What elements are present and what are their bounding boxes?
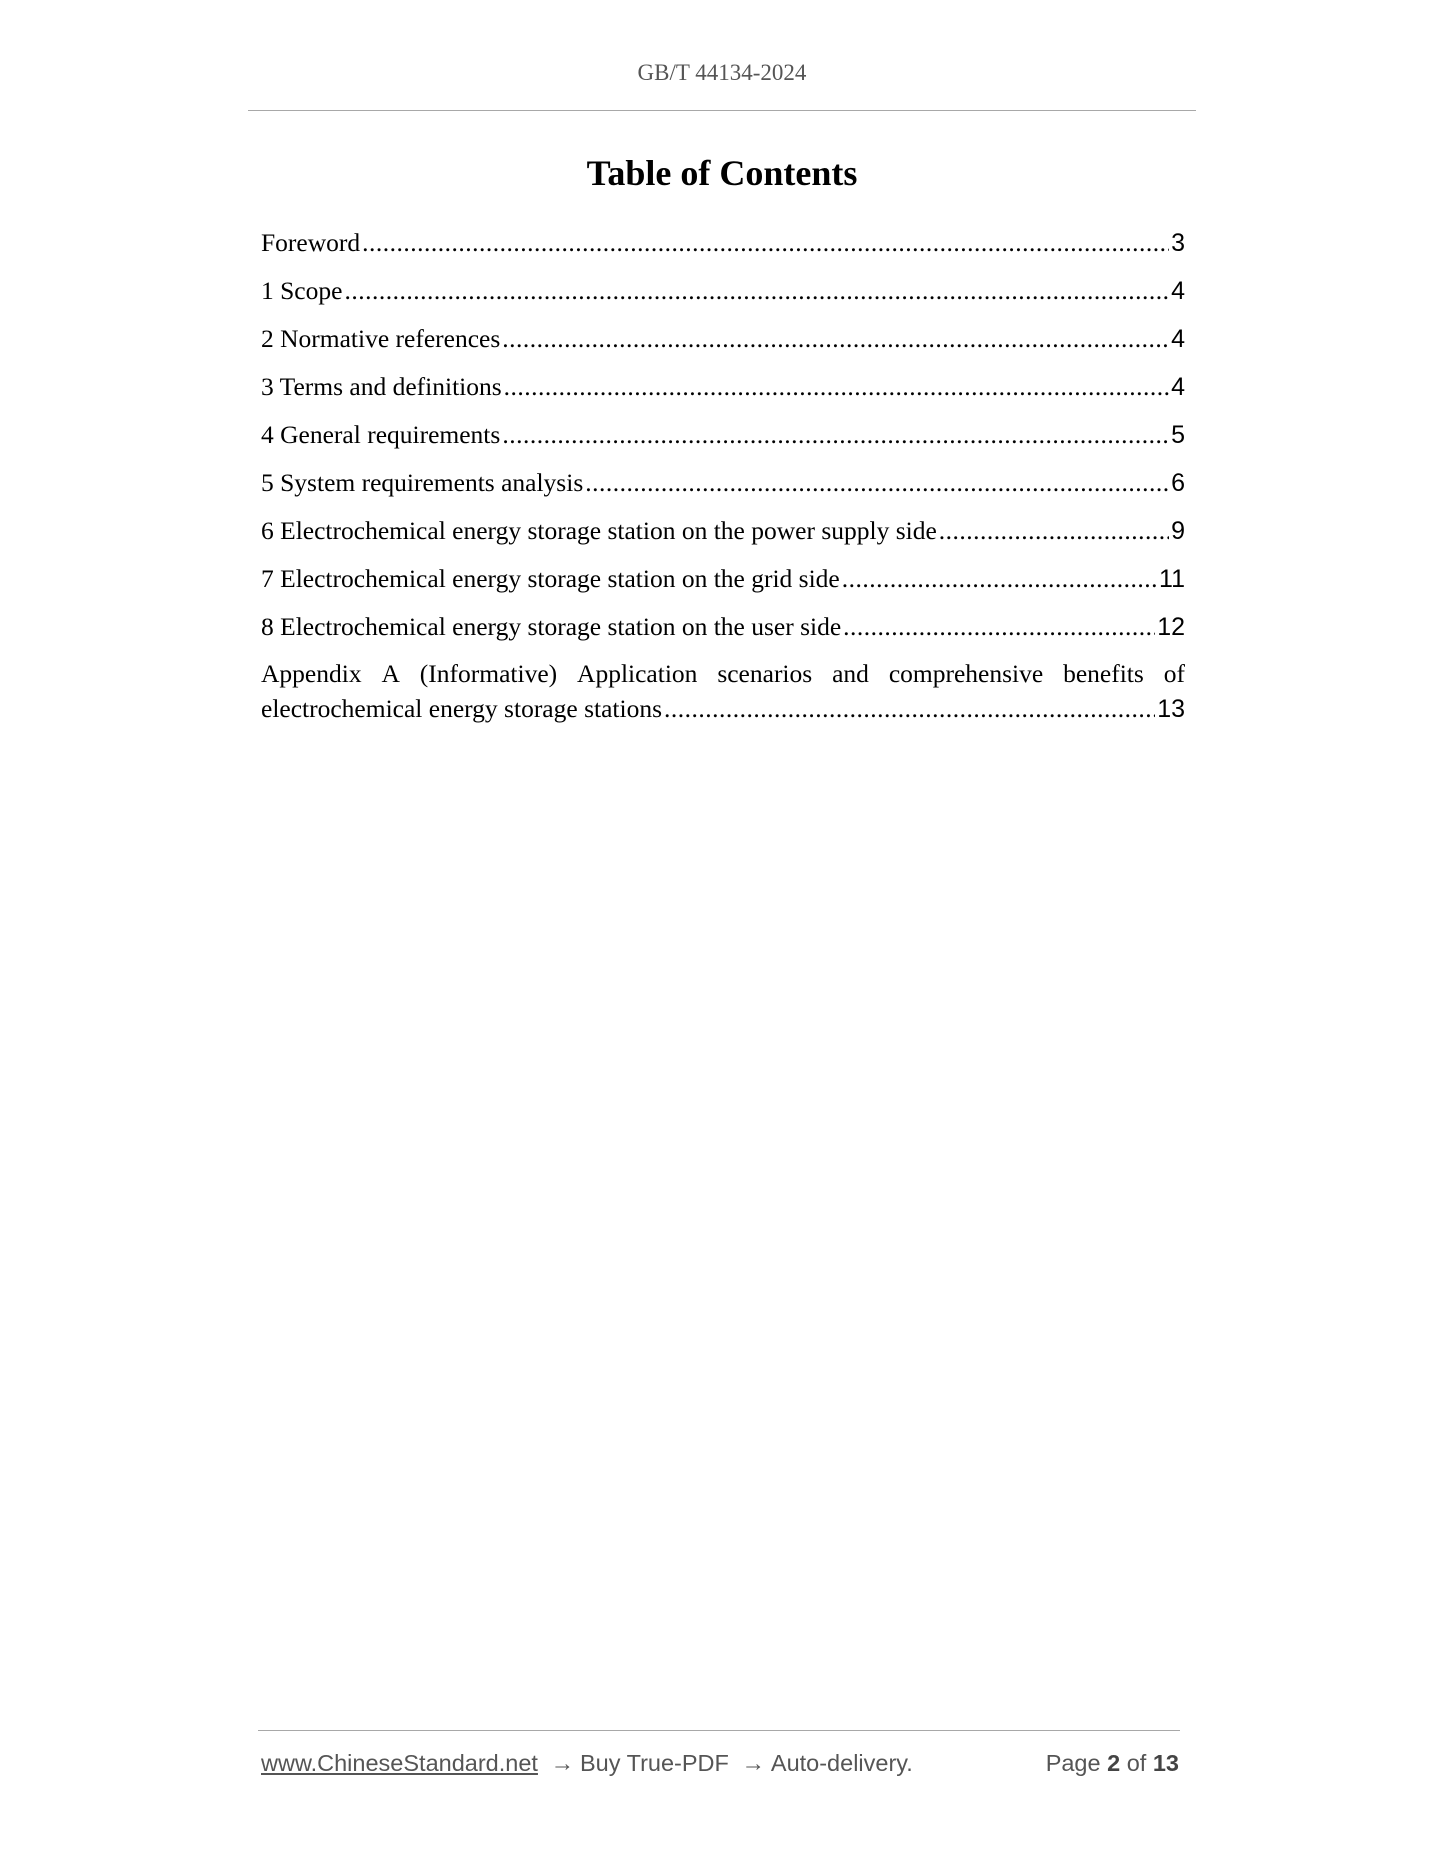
buy-pdf-text: Buy True-PDF [579,1750,729,1776]
toc-item-page: 12 [1157,613,1185,641]
toc-item-page: 4 [1171,325,1185,353]
toc-item-appendix-a[interactable] [261,656,1185,727]
appendix-title-line-2 [261,691,1185,727]
toc-item-user-side[interactable] [261,608,1185,656]
table-of-contents [261,224,1185,727]
toc-item-label: 2 Normative references [261,324,501,353]
page-footer [261,1750,1179,1777]
footer-divider [258,1730,1180,1731]
page-of-word: of [1126,1750,1147,1776]
toc-item-label: 5 System requirements analysis [261,468,584,497]
appendix-word: Appendix [261,659,362,688]
toc-title: Table of Contents [586,153,858,193]
appendix-word: (Informative) [419,659,558,688]
appendix-word: Application [577,659,698,688]
dot-leader [939,512,1169,550]
appendix-word: of [1163,659,1185,688]
toc-item-foreword[interactable] [261,224,1185,272]
dot-leader [502,416,1169,454]
toc-item-page: 11 [1159,565,1185,593]
appendix-title-line-1 [261,656,1185,691]
toc-item-label: electrochemical energy storage stations [261,694,662,723]
page-word: Page [1045,1750,1101,1776]
toc-item-terms-definitions[interactable] [261,368,1185,416]
dot-leader [502,320,1169,358]
toc-item-label: 6 Electrochemical energy storage station on the power supply side [261,516,937,545]
toc-item-page: 5 [1171,421,1185,449]
appendix-word: scenarios [717,659,813,688]
dot-leader [843,608,1155,646]
dot-leader [585,464,1169,502]
toc-item-power-supply-side[interactable] [261,512,1185,560]
arrow-right-icon: → [550,1750,574,1776]
toc-item-label: 7 Electrochemical energy storage station on the grid side [261,564,840,593]
toc-item-normative-references[interactable] [261,320,1185,368]
appendix-word: benefits [1063,659,1144,688]
toc-item-label: 1 Scope [261,276,343,305]
dot-leader [842,560,1157,598]
dot-leader [344,272,1169,310]
toc-item-system-requirements[interactable] [261,464,1185,512]
toc-item-page: 4 [1171,373,1185,401]
dot-leader [664,691,1155,726]
appendix-word: A [381,659,400,688]
toc-item-label: 4 General requirements [261,420,501,449]
chinesestandard-link[interactable]: www.ChineseStandard.net [261,1750,538,1776]
arrow-right-icon: → [741,1750,765,1776]
toc-item-label: Foreword [261,228,361,257]
toc-item-general-requirements[interactable] [261,416,1185,464]
dot-leader [504,368,1169,406]
footer-promo [261,1750,913,1777]
appendix-word: comprehensive [888,659,1044,688]
toc-item-page: 6 [1171,469,1185,497]
dot-leader [362,224,1169,262]
page-current: 2 [1107,1750,1121,1776]
auto-delivery-text: Auto-delivery. [770,1750,913,1776]
toc-item-page: 13 [1157,695,1185,723]
toc-item-label: 8 Electrochemical energy storage station on the user side [261,612,842,641]
toc-item-page: 9 [1171,517,1185,545]
toc-item-grid-side[interactable] [261,560,1185,608]
toc-item-scope[interactable] [261,272,1185,320]
page-total: 13 [1152,1750,1179,1776]
page-indicator [1046,1750,1179,1777]
toc-item-label: 3 Terms and definitions [261,372,502,401]
header-divider [248,110,1196,111]
toc-item-page: 3 [1171,229,1185,257]
toc-item-page: 4 [1171,277,1185,305]
appendix-word: and [832,659,869,688]
document-header-id: GB/T 44134-2024 [637,60,807,85]
